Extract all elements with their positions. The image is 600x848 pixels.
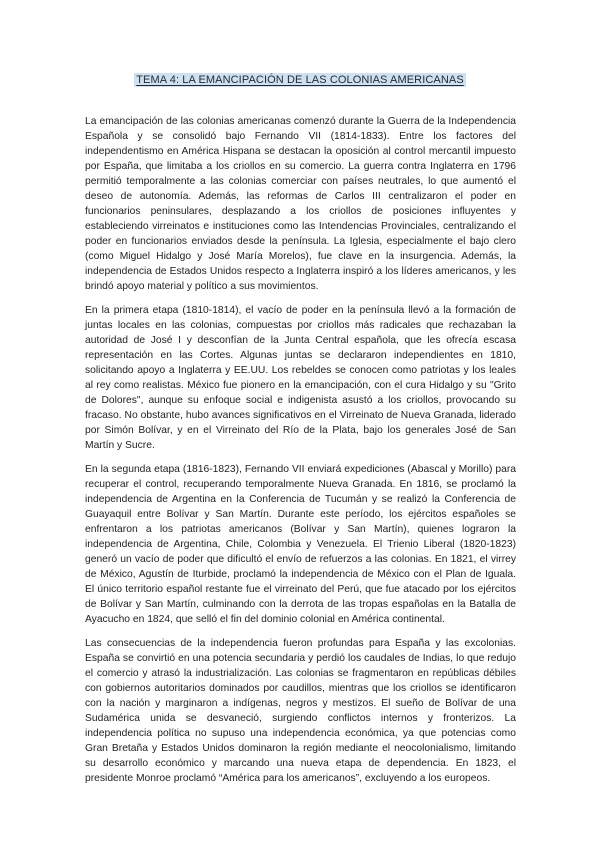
document-body xyxy=(85,114,516,795)
paragraph-3: En la segunda etapa (1816-1823), Fernando VII enviará expediciones (Abascal y Morillo) para recuperar el control, recuperando temporalmente Nueva Granada. En 1816, se proclamó la independencia de Argentina en la Conferencia de Tucumán y se realizó la Conferencia de Guayaquil entre Bolívar y San Martín. Durante este período, los ejércitos españoles se enfrentaron a los patriotas americanos (Bolívar y San Martín), quienes lograron la independencia de Argentina, Chile, Colombia y Venezuela. El Trienio Liberal (1820-1823) generó un vacío de poder que dificultó el envío de refuerzos a las colonias. En 1821, el virrey de México, Agustín de Iturbide, proclamó la independencia de México con el Plan de Iguala. El único territorio español restante fue el virreinato del Perú, que fue atacado por los ejércitos de Bolívar y San Martín, culminando con la derrota de las tropas españolas en la Batalla de Ayacucho en 1824, que selló el fin del dominio colonial en América continental. xyxy=(85,464,516,625)
paragraph-4: Las consecuencias de la independencia fueron profundas para España y las excolonias. España se convirtió en una potencia secundaria y perdió los caudales de Indias, lo que redujo el comercio y atrasó la industrialización. Las colonias se fragmentaron en repúblicas débiles con gobiernos autoritarios dominados por caudillos, mientras que los criollos se identificaron con la nación y marginaron a indígenas, negros y mestizos. El sueño de Bolívar de una Sudamérica unida se desvaneció, surgiendo conflictos internos y fronterizos. La independencia política no supuso una independencia económica, ya que potencias como Gran Bretaña y Estados Unidos dominaron la región mediante el neocolonialismo, limitando su desarrollo económico y marcando una nueva etapa de dependencia. En 1823, el presidente Monroe proclamó “América para los americanos”, excluyendo a los europeos. xyxy=(85,638,516,784)
page-title: TEMA 4: LA EMANCIPACIÓN DE LAS COLONIAS AMERICANAS xyxy=(136,74,464,86)
title-block xyxy=(0,70,600,88)
paragraph-1: La emancipación de las colonias americanas comenzó durante la Guerra de la Independencia Española y se consolidó bajo Fernando VII (1814-1833). Entre los factores del independentismo en América Hispana se destacan la oposición al control mercantil impuesto por España, que limitaba a los criollos en su comercio. La guerra contra Inglaterra en 1796 permitió temporalmente a las colonias comerciar con países neutrales, lo que aumentó el deseo de autonomía. Además, las reformas de Carlos III centralizaron el poder en funcionarios peninsulares, desplazando a los criollos de posiciones influyentes y estableciendo virreinatos e instituciones como las Intendencias Provinciales, centralizando el poder en funcionarios enviados desde la península. La Iglesia, especialmente el bajo clero (como Miguel Hidalgo y José María Morelos), fue clave en la insurgencia. Además, la independencia de Estados Unidos respecto a Inglaterra inspiró a los líderes americanos, y les brindó apoyo material y político a sus movimientos. xyxy=(85,116,516,292)
paragraph-2: En la primera etapa (1810-1814), el vacío de poder en la península llevó a la formación de juntas locales en las colonias, compuestas por criollos más radicales que rechazaban la autoridad de José I y desconfían de la Junta Central española, que les ofrecía escasa representación en las Cortes. Algunas juntas se declararon independientes en 1810, solicitando apoyo a Inglaterra y EE.UU. Los rebeldes se conocen como patriotas y los leales al rey como realistas. México fue pionero en la emancipación, con el cura Hidalgo y su "Grito de Dolores", aunque su enfoque social e indigenista asustó a los criollos, provocando su fracaso. No obstante, hubo avances significativos en el Virreinato de Nueva Granada, liderado por Simón Bolívar, y en el Virreinato del Río de la Plata, bajo los generales José de San Martín y Sucre. xyxy=(85,305,516,451)
